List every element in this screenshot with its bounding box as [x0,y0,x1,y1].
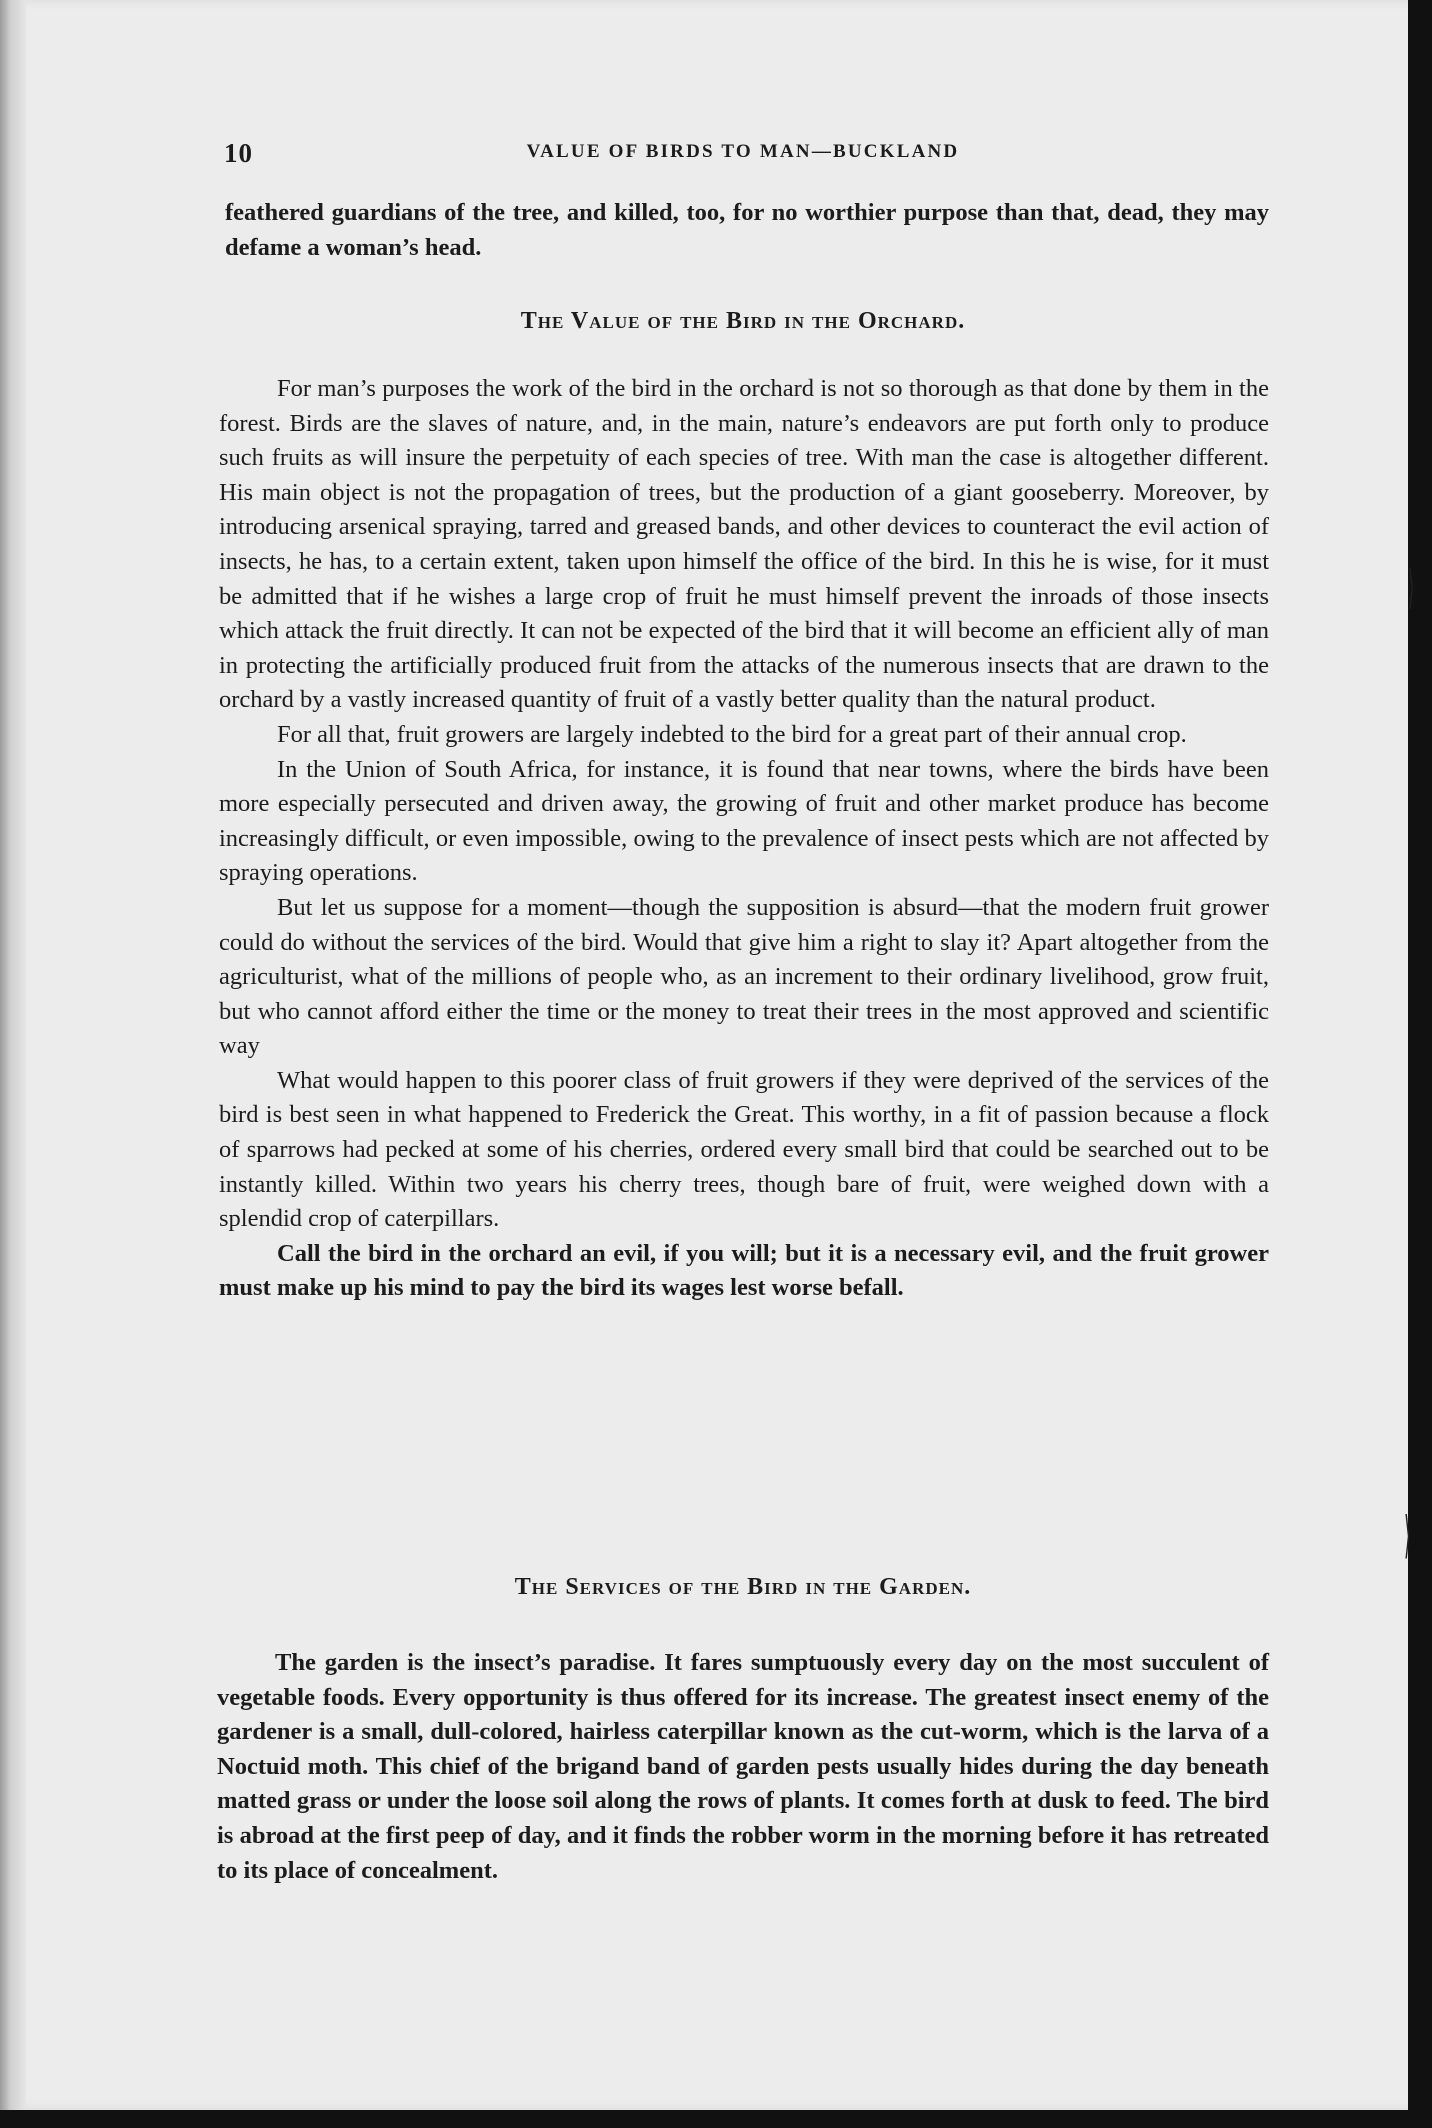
orchard-section-heading-wrap [217,308,1269,335]
orchard-paragraph: Call the bird in the orchard an evil, if you will; but it is a necessary evil, and the fruit grower must make up his mind to pay the bird its wages lest worse befall. [219,1239,1269,1302]
running-head [217,138,1269,172]
garden-section-body [217,1646,1269,1888]
garden-section-heading: The Services of the Bird in the Garden. [514,1574,972,1600]
orchard-paragraph: In the Union of South Africa, for instance, it is found that near towns, where the birds have been more especially persecuted and driven away, the growing of fruit and other market produce has become increasingly difficult, or even impossible, owing to the prevalence of insect pests which are not affected by spraying operations. [219,755,1269,887]
orchard-section-heading: The Value of the Bird in the Orchard. [520,308,966,334]
orchard-paragraph: For all that, fruit growers are largely indebted to the bird for a great part of their annual crop. [277,720,1187,748]
orchard-paragraph: But let us suppose for a moment—though the supposition is absurd—that the modern fruit grower could do without the services of the bird. Would that give him a right to slay it? Apart altogether from the agriculturist, what of the millions of people who, as an increment to their ordinary livelihood, grow fruit, but who cannot afford either the time or the money to treat their trees in the most approved and scientific way [219,893,1269,1060]
orchard-paragraph: What would happen to this poorer class of fruit growers if they were deprived of the services of the bird is best seen in what happened to Frederick the Great. This worthy, in a fit of passion because a flock of sparrows had pecked at some of his cherries, ordered every small bird that could be searched out to be instantly killed. Within two years his cherry trees, though bare of fruit, were weighed down with a splendid crop of caterpillars. [219,1066,1269,1233]
garden-section-heading-wrap [217,1574,1269,1601]
opening-paragraph: feathered guardians of the tree, and killed, too, for no worthier purpose than that, dead, they may defame a woman’s head. [225,199,1269,261]
garden-paragraph: The garden is the insect’s paradise. It fares sumptuously every day on the most succulent of vegetable foods. Every opportunity is thus offered for its increase. The greatest insect enemy of the gardener is a small, dull-colored, hairless caterpillar known as the cut-worm, which is the larva of a Noctuid moth. This chief of the brigand band of garden pests usually hides during the day beneath matted grass or under the loose soil along the rows of plants. It comes forth at dusk to feed. The bird is abroad at the first peep of day, and it finds the robber worm in the morning before it has retreated to its place of concealment. [217,1649,1269,1884]
orchard-paragraph: For man’s purposes the work of the bird in the orchard is not so thorough as that done by them in the forest. Birds are the slaves of nature, and, in the main, nature’s endeavors are put forth only to produce such fruits as will insure the perpetuity of each species of tree. With man the case is altogether different. His main object is not the propagation of trees, but the production of a giant gooseberry. Moreover, by introducing arsenical spraying, tarred and greased bands, and other devices to counteract the evil action of insects, he has, to a certain extent, taken upon himself the office of the bird. In this he is wise, for it must be admitted that if he wishes a large crop of fruit he must himself prevent the inroads of those insects which attack the fruit directly. It can not be expected of the bird that it will become an efficient ally of man in protecting the artificially produced fruit from the attacks of the numerous insects that are drawn to the orchard by a vastly increased quantity of fruit of a vastly better quality than the natural product. [219,375,1269,714]
orchard-section-body [219,372,1269,1306]
page-binding-edge [0,0,26,2110]
running-title: VALUE OF BIRDS TO MAN—BUCKLAND [526,141,960,162]
page-number: 10 [224,138,253,168]
margin-scan-mark-upper: ⟩ [1408,560,1415,614]
scan-border-bottom [0,2110,1432,2128]
scan-border-right [1408,0,1432,2128]
opening-block [225,196,1269,265]
margin-scan-mark-lower: ⟩ [1404,1506,1411,1564]
